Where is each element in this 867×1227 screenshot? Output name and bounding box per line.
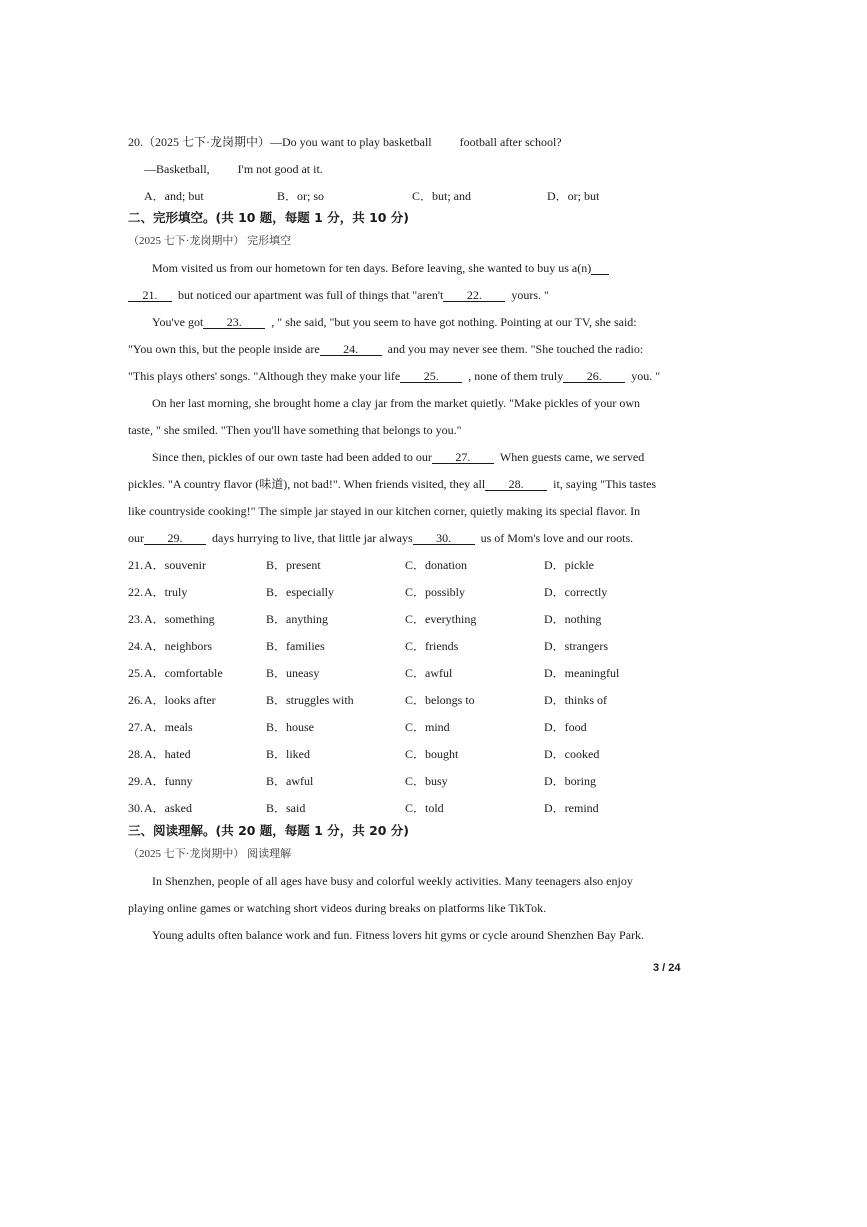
option-b: B．families	[266, 639, 325, 653]
reading-heading: 三、阅读理解。(共 20 题，每题 1 分，共 20 分)	[128, 823, 410, 838]
option-a: A．souvenir	[144, 558, 206, 572]
option-b: B．uneasy	[266, 666, 320, 680]
q20-line2	[144, 162, 323, 176]
cloze-question-row	[128, 774, 728, 788]
question-number: 29.	[128, 774, 143, 788]
option-a: A．funny	[144, 774, 193, 788]
cloze-heading: 二、完形填空。(共 10 题，每题 1 分，共 10 分)	[128, 210, 410, 225]
option-a: A．neighbors	[144, 639, 212, 653]
q20-line2-a: —Basketball,	[144, 162, 210, 176]
blank-30: 30.	[413, 532, 475, 545]
question-number: 23.	[128, 612, 143, 626]
option-b: B．present	[266, 558, 321, 572]
cloze-text: Mom visited us from our hometown for ten days. Before leaving, she wanted to buy us a(n)	[152, 261, 592, 275]
cloze-p4-line2	[128, 477, 656, 491]
option-b: B．said	[266, 801, 306, 815]
option-c: C．told	[405, 801, 444, 815]
question-number: 22.	[128, 585, 143, 599]
option-b: B．awful	[266, 774, 314, 788]
q20-stem	[128, 135, 562, 149]
reading-p1-line2: playing online games or watching short videos during breaks on platforms like TikTok.	[128, 901, 547, 915]
cloze-question-row	[128, 720, 728, 734]
blank-28: 28.	[485, 478, 547, 491]
option-a: A．comfortable	[144, 666, 223, 680]
cloze-p1-line2	[128, 288, 549, 302]
option-b: B．anything	[266, 612, 328, 626]
option-a: A．something	[144, 612, 215, 626]
cloze-question-row	[128, 639, 728, 653]
cloze-text: our	[128, 531, 144, 545]
q20-option-b: B．or; so	[277, 189, 325, 203]
cloze-text: but noticed our apartment was full of things that "aren't	[178, 288, 444, 302]
option-d: D．boring	[544, 774, 596, 788]
option-c: C．donation	[405, 558, 467, 572]
cloze-text: You've got	[152, 315, 204, 329]
question-number: 30.	[128, 801, 143, 815]
cloze-question-row	[128, 666, 728, 680]
cloze-question-row	[128, 558, 728, 572]
blank-23: 23.	[203, 316, 265, 329]
cloze-p3-line1: On her last morning, she brought home a clay jar from the market quietly. "Make pickles of your own	[152, 396, 640, 410]
blank-21: 21.	[128, 289, 172, 302]
question-number: 25.	[128, 666, 143, 680]
cloze-text: pickles. "A country flavor (味道), not bad!". When friends visited, they all	[128, 477, 486, 491]
cloze-text: , " she said, "but you seem to have got nothing. Pointing at our TV, she said:	[271, 315, 637, 329]
option-c: C．bought	[405, 747, 459, 761]
option-d: D．cooked	[544, 747, 600, 761]
option-d: D．meaningful	[544, 666, 620, 680]
reading-p1-line1: In Shenzhen, people of all ages have busy and colorful weekly activities. Many teenagers also enjoy	[152, 874, 633, 888]
question-number: 27.	[128, 720, 143, 734]
cloze-text: "This plays others' songs. "Although they make your life	[128, 369, 401, 383]
blank-24: 24.	[320, 343, 382, 356]
reading-source: （2025 七下·龙岗期中） 阅读理解	[128, 848, 292, 860]
reading-p2-line1: Young adults often balance work and fun. Fitness lovers hit gyms or cycle around Shenzhen Bay Park.	[152, 928, 645, 942]
cloze-text: days hurrying to live, that little jar always	[212, 531, 413, 545]
option-d: D．nothing	[544, 612, 602, 626]
option-d: D．food	[544, 720, 587, 734]
question-number: 26.	[128, 693, 143, 707]
option-a: A．meals	[144, 720, 193, 734]
cloze-text: Since then, pickles of our own taste had been added to our	[152, 450, 432, 464]
q20-option-d: D．or; but	[547, 189, 600, 203]
q20-option-c: C．but; and	[412, 189, 471, 203]
option-c: C．friends	[405, 639, 459, 653]
option-b: B．struggles with	[266, 693, 354, 707]
option-a: A．truly	[144, 585, 188, 599]
q20-stem-b: football after school?	[459, 135, 562, 149]
page-number: 3 / 24	[653, 962, 681, 974]
option-d: D．thinks of	[544, 693, 608, 707]
option-b: B．liked	[266, 747, 310, 761]
cloze-question-row	[128, 612, 728, 626]
blank-27: 27.	[432, 451, 494, 464]
option-c: C．everything	[405, 612, 477, 626]
q20-line2-b: I'm not good at it.	[237, 162, 323, 176]
cloze-question-row	[128, 747, 728, 761]
cloze-p1-line1	[152, 261, 609, 275]
cloze-p4-line1	[152, 450, 644, 464]
blank-22: 22.	[443, 289, 505, 302]
cloze-text: you. "	[631, 369, 661, 383]
option-d: D．pickle	[544, 558, 594, 572]
option-d: D．remind	[544, 801, 599, 815]
cloze-text: us of Mom's love and our roots.	[480, 531, 634, 545]
option-c: C．belongs to	[405, 693, 475, 707]
cloze-source: （2025 七下·龙岗期中） 完形填空	[128, 235, 292, 247]
blank-29: 29.	[144, 532, 206, 545]
question-number: 24.	[128, 639, 143, 653]
cloze-text: and you may never see them. "She touched the radio:	[387, 342, 644, 356]
cloze-p2-line1	[152, 315, 637, 329]
option-a: A．asked	[144, 801, 192, 815]
q20-stem-a: 20.（2025 七下·龙岗期中）—Do you want to play basketball	[128, 135, 432, 149]
option-d: D．correctly	[544, 585, 608, 599]
option-c: C．mind	[405, 720, 450, 734]
option-c: C．busy	[405, 774, 448, 788]
q20-option-a: A．and; but	[144, 189, 204, 203]
question-number: 28.	[128, 747, 143, 761]
option-d: D．strangers	[544, 639, 608, 653]
question-number: 21.	[128, 558, 143, 572]
cloze-text: it, saying "This tastes	[553, 477, 657, 491]
cloze-question-row	[128, 693, 728, 707]
cloze-text: , none of them truly	[468, 369, 564, 383]
cloze-p3-line2: taste, " she smiled. "Then you'll have something that belongs to you."	[128, 423, 462, 437]
cloze-question-row	[128, 585, 728, 599]
cloze-p4-line3: like countryside cooking!" The simple jar stayed in our kitchen corner, quietly making its special flavor. In	[128, 504, 641, 518]
cloze-p4-line4	[128, 531, 633, 545]
option-a: A．looks after	[144, 693, 216, 707]
cloze-text: When guests came, we served	[499, 450, 645, 464]
cloze-text: "You own this, but the people inside are	[128, 342, 320, 356]
cloze-p2-line2	[128, 342, 643, 356]
blank-25: 25.	[400, 370, 462, 383]
cloze-question-row	[128, 801, 728, 815]
cloze-text: yours. "	[511, 288, 549, 302]
option-a: A．hated	[144, 747, 191, 761]
option-c: C．awful	[405, 666, 453, 680]
option-b: B．especially	[266, 585, 334, 599]
option-c: C．possibly	[405, 585, 466, 599]
blank-26: 26.	[563, 370, 625, 383]
cloze-p2-line3	[128, 369, 660, 383]
q20-options	[128, 189, 728, 203]
option-b: B．house	[266, 720, 315, 734]
